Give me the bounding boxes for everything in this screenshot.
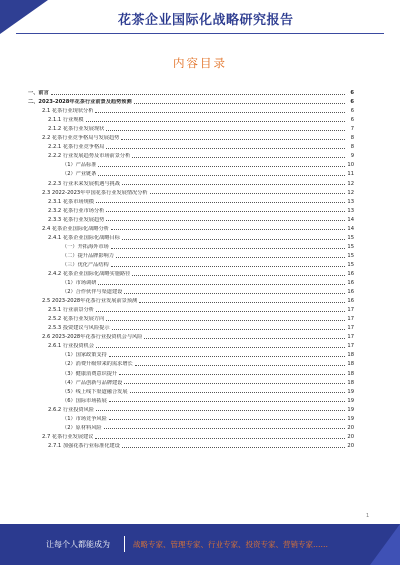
toc-dot-leader	[112, 329, 345, 330]
toc-entry[interactable]	[28, 168, 354, 177]
toc-entry[interactable]	[28, 331, 354, 340]
toc-entry-title: （6）国际市场拓展	[62, 397, 107, 404]
toc-entry-title: 2.4.2 花茶企业国际化战略实施路径	[48, 270, 131, 277]
toc-entry-title: 2.5.3 投资建议与风险提示	[48, 325, 110, 332]
toc-entry-title: （3）健康消费意识提升	[62, 370, 118, 377]
toc-entry[interactable]	[28, 223, 354, 232]
footer-corner-decoration	[370, 524, 400, 565]
toc-entry[interactable]	[28, 422, 354, 431]
toc-entry[interactable]	[28, 259, 354, 268]
toc-entry-title: 2.6 2023-2028年花茶行业投资机会与风险	[42, 334, 143, 341]
toc-entry[interactable]	[28, 377, 354, 386]
toc-entry[interactable]	[28, 187, 354, 196]
toc-entry[interactable]	[28, 386, 354, 395]
toc-dot-leader	[119, 374, 345, 375]
toc-entry[interactable]	[28, 96, 354, 105]
toc-dot-leader	[134, 103, 345, 104]
toc-dot-leader	[51, 94, 345, 95]
toc-entry-page: 15	[347, 261, 354, 268]
toc-entry-title: 2.2.3 行业未来发展机遇与挑战	[48, 180, 120, 187]
toc-entry[interactable]	[28, 340, 354, 349]
toc-entry-title: 2.2 花茶行业竞争格局与发展趋势	[42, 135, 120, 142]
toc-dot-leader	[121, 139, 345, 140]
toc-entry-page: 6	[350, 108, 354, 115]
toc-entry-title: 2.1.2 花茶行业发展现状	[48, 126, 105, 133]
toc-dot-leader	[150, 193, 345, 194]
toc-entry[interactable]	[28, 232, 354, 241]
toc-entry[interactable]	[28, 132, 354, 141]
toc-entry[interactable]	[28, 150, 354, 159]
toc-entry-title: （5）线上线下渠道融合发展	[62, 388, 128, 395]
toc-entry-title: （2）消费升级带来的需求增长	[62, 361, 133, 368]
toc-entry-page: 17	[347, 325, 354, 332]
toc-dot-leader	[111, 229, 345, 230]
toc-entry-page: 9	[350, 153, 354, 160]
toc-dot-leader	[122, 184, 345, 185]
toc-entry-page: 16	[347, 298, 354, 305]
toc-entry-title: 2.6.2 行业投资风险	[48, 406, 94, 413]
toc-dot-leader	[139, 302, 345, 303]
toc-dot-leader	[109, 401, 345, 402]
footer-divider	[124, 536, 125, 552]
toc-dot-leader	[135, 365, 345, 366]
toc-dot-leader	[109, 419, 345, 420]
toc-dot-leader	[124, 293, 345, 294]
toc-entry[interactable]	[28, 105, 354, 114]
toc-entry-title: 2.2.1 花茶行业竞争格局	[48, 144, 105, 151]
toc-entry-page: 12	[347, 189, 354, 196]
toc-entry-page: 6	[350, 99, 354, 106]
toc-entry[interactable]	[28, 413, 354, 422]
toc-dot-leader	[122, 239, 345, 240]
toc-entry-page: 20	[347, 424, 354, 431]
toc-entry-title: 2.4 花茶企业国际化战略分析	[42, 225, 109, 232]
toc-entry-title: 2.6.1 行业投资机会	[48, 343, 94, 350]
toc-entry[interactable]	[28, 367, 354, 376]
toc-entry-page: 19	[347, 388, 354, 395]
toc-entry-page: 18	[347, 370, 354, 377]
toc-entry[interactable]	[28, 322, 354, 331]
toc-entry-page: 18	[347, 361, 354, 368]
toc-entry-title: （2）产业链条	[62, 171, 97, 178]
toc-entry-title: （一）开拓海外市场	[62, 243, 109, 250]
toc-entry-title: （1）国家政策支持	[62, 352, 107, 359]
toc-entry-title: （1）市场调研	[62, 280, 97, 287]
header-divider	[16, 33, 384, 34]
toc-dot-leader	[96, 410, 345, 411]
toc-entry-page: 16	[347, 280, 354, 287]
toc-entry-title: 2.1.1 行业规模	[48, 117, 84, 124]
footer-tagline: 战略专家、管理专家、行业专家、投资专家、营销专家……	[133, 540, 328, 549]
toc-dot-leader	[106, 148, 345, 149]
toc-entry-title: 2.7 花茶行业发展建议	[42, 433, 94, 440]
toc-entry[interactable]	[28, 440, 354, 449]
toc-entry[interactable]	[28, 141, 354, 150]
table-of-contents	[28, 87, 354, 449]
toc-entry-page: 6	[350, 117, 354, 124]
toc-entry-page: 13	[347, 198, 354, 205]
toc-dot-leader	[98, 284, 345, 285]
toc-dot-leader	[106, 220, 345, 221]
toc-dot-leader	[95, 112, 345, 113]
toc-entry[interactable]	[28, 114, 354, 123]
toc-entry-page: 6	[350, 90, 354, 97]
toc-entry-page: 19	[347, 415, 354, 422]
toc-entry-page: 19	[347, 406, 354, 413]
toc-entry-page: 15	[347, 243, 354, 250]
header-corner-decoration	[0, 0, 48, 34]
toc-entry-title: （三）优化产品结构	[62, 261, 109, 268]
footer-banner	[0, 524, 400, 565]
toc-dot-leader	[144, 338, 345, 339]
toc-heading: 内容目录	[173, 56, 227, 70]
toc-entry-title: 2.5.1 行业前景分析	[48, 307, 94, 314]
toc-entry[interactable]	[28, 241, 354, 250]
toc-entry-title: （1）产品标准	[62, 162, 97, 169]
toc-entry-page: 16	[347, 289, 354, 296]
toc-entry[interactable]	[28, 214, 354, 223]
toc-entry[interactable]	[28, 177, 354, 186]
toc-entry-title: 2.4.1 花茶企业国际化战略目标	[48, 234, 120, 241]
toc-entry[interactable]	[28, 358, 354, 367]
toc-entry-page: 13	[347, 207, 354, 214]
toc-entry[interactable]	[28, 159, 354, 168]
toc-dot-leader	[109, 356, 345, 357]
toc-entry-page: 11	[347, 171, 354, 178]
toc-entry-page: 12	[347, 180, 354, 187]
report-header	[0, 0, 400, 34]
toc-entry-page: 15	[347, 234, 354, 241]
toc-entry-title: （2）原材料风险	[62, 424, 102, 431]
toc-dot-leader	[132, 275, 345, 276]
toc-entry-page: 14	[347, 216, 354, 223]
toc-entry-page: 7	[350, 126, 354, 133]
toc-entry-title: 2.3.2 花茶行业市场分析	[48, 207, 105, 214]
toc-entry-title: 2.5 2023-2028年花茶行业发展前景预测	[42, 298, 138, 305]
toc-entry-page: 17	[347, 307, 354, 314]
toc-dot-leader	[130, 392, 345, 393]
toc-entry[interactable]	[28, 295, 354, 304]
footer-slogan: 让每个人都能成为	[46, 540, 110, 549]
toc-entry-page: 17	[347, 334, 354, 341]
toc-entry-title: 2.3 2022-2023年中国花茶行业发展情况分析	[42, 189, 148, 196]
page-number: 1	[366, 513, 370, 519]
toc-dot-leader	[98, 166, 345, 167]
toc-entry[interactable]	[28, 286, 354, 295]
toc-entry-page: 15	[347, 252, 354, 259]
report-title: 花茶企业国际化战略研究报告	[118, 13, 294, 28]
toc-dot-leader	[86, 121, 345, 122]
toc-entry[interactable]	[28, 395, 354, 404]
toc-entry-page: 19	[347, 397, 354, 404]
toc-entry[interactable]	[28, 205, 354, 214]
toc-dot-leader	[122, 447, 345, 448]
toc-entry-page: 16	[347, 270, 354, 277]
toc-dot-leader	[104, 428, 345, 429]
toc-entry-page: 17	[347, 316, 354, 323]
toc-entry-title: 一、前言	[28, 90, 49, 97]
toc-entry-page: 17	[347, 343, 354, 350]
toc-dot-leader	[116, 257, 345, 258]
toc-dot-leader	[96, 311, 345, 312]
toc-entry-page: 18	[347, 379, 354, 386]
toc-dot-leader	[111, 266, 345, 267]
toc-entry-title: （2）合作伙伴与渠道建设	[62, 289, 123, 296]
toc-entry-page: 8	[350, 144, 354, 151]
toc-entry-title: 2.3.1 花茶市场规模	[48, 198, 94, 205]
toc-entry-page: 20	[347, 442, 354, 449]
toc-entry[interactable]	[28, 123, 354, 132]
toc-entry-title: （4）产品创新与品牌建设	[62, 379, 123, 386]
toc-entry[interactable]	[28, 250, 354, 259]
toc-entry-page: 8	[350, 135, 354, 142]
toc-entry-title: （1）市场竞争风险	[62, 415, 107, 422]
toc-entry-title: 2.7.1 加强花茶行业标准化建设	[48, 442, 120, 449]
toc-dot-leader	[106, 320, 345, 321]
toc-entry[interactable]	[28, 404, 354, 413]
toc-dot-leader	[106, 130, 345, 131]
toc-entry-title: 二、2023-2028年花茶行业前景及趋势预测	[28, 99, 132, 106]
toc-dot-leader	[111, 248, 345, 249]
toc-entry[interactable]	[28, 268, 354, 277]
toc-entry[interactable]	[28, 349, 354, 358]
toc-entry-page: 10	[347, 162, 354, 169]
toc-dot-leader	[106, 211, 345, 212]
toc-entry-page: 14	[347, 225, 354, 232]
toc-entry[interactable]	[28, 87, 354, 96]
toc-entry[interactable]	[28, 277, 354, 286]
toc-dot-leader	[95, 438, 345, 439]
toc-entry[interactable]	[28, 196, 354, 205]
toc-dot-leader	[96, 202, 345, 203]
toc-entry-page: 20	[347, 433, 354, 440]
toc-dot-leader	[98, 175, 345, 176]
toc-dot-leader	[124, 383, 345, 384]
toc-entry-title: （二）提升品牌影响力	[62, 252, 114, 259]
toc-entry[interactable]	[28, 431, 354, 440]
toc-dot-leader	[96, 347, 345, 348]
toc-entry-title: 2.1 花茶行业现状分析	[42, 108, 94, 115]
toc-entry-title: 2.2.2 行业发展趋势及市场前景分析	[48, 153, 131, 160]
toc-dot-leader	[132, 157, 345, 158]
toc-entry-title: 2.5.2 花茶行业发展方向	[48, 316, 105, 323]
toc-entry-page: 18	[347, 352, 354, 359]
toc-entry[interactable]	[28, 313, 354, 322]
toc-entry[interactable]	[28, 304, 354, 313]
toc-entry-title: 2.3.3 花茶行业发展趋势	[48, 216, 105, 223]
